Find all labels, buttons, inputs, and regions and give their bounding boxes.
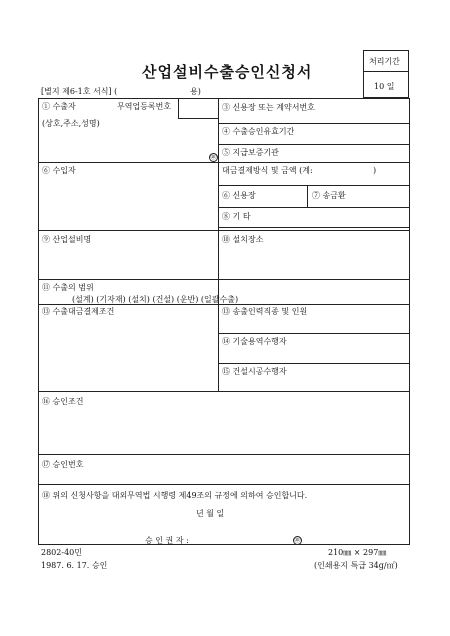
install-location-label: ⑩ 설치장소 <box>222 235 264 244</box>
contract-no-label: ③ 신용장 또는 계약서번호 <box>222 103 315 112</box>
exporter-label: ① 수출자 <box>42 102 76 111</box>
payment-guarantee-label: ⑤ 지급보증기관 <box>222 148 279 157</box>
divider <box>218 363 410 364</box>
form-reference: [별지 제6-1호 서식] ( <box>41 87 118 96</box>
paper-spec: (인쇄용지 특급 34g/㎡) <box>314 561 398 570</box>
divider <box>218 123 410 124</box>
paper-size: 210㎜ × 297㎜ <box>328 548 387 557</box>
form-title: 산업설비수출승인신청서 <box>142 63 313 81</box>
approval-conditions-label: ⑯ 승인조건 <box>42 397 84 406</box>
form-reference-end: 용) <box>190 87 201 96</box>
divider <box>363 71 409 72</box>
divider <box>38 162 410 163</box>
trade-reg-no-label: 무역업등록번호 <box>117 102 172 111</box>
tech-service-label: ⑭ 기술용역수행자 <box>222 337 287 346</box>
divider <box>38 391 410 392</box>
dispatched-staff-label: ⑬ 송출인력직종 및 인원 <box>222 307 308 316</box>
processing-period-value: 10 일 <box>374 82 395 91</box>
divider <box>38 304 410 305</box>
plant-name-label: ⑨ 산업설비명 <box>42 235 92 244</box>
payment-method-end: ) <box>373 166 377 175</box>
remittance-label: ⑦ 송금환 <box>312 191 346 200</box>
declaration-text: ⑱ 위의 신청사항을 대외무역법 시행령 제49조의 규정에 의하여 승인합니다. <box>42 491 308 500</box>
construction-label: ⑮ 건설시공수행자 <box>222 367 287 376</box>
approver-label: 승 인 권 자 : <box>145 536 189 545</box>
divider <box>307 185 308 207</box>
export-scope-label: ⑪ 수출의 범위 <box>42 283 94 292</box>
form-code: 2802-40민 <box>41 548 82 557</box>
credit-label: ⑥ 신용장 <box>222 191 256 200</box>
divider <box>38 484 410 485</box>
divider <box>218 144 410 145</box>
date-line: 년 월 일 <box>196 509 225 518</box>
exporter-seal: ㊞ <box>210 154 217 161</box>
divider <box>38 279 410 280</box>
divider <box>178 98 179 118</box>
approval-date: 1987. 6. 17. 승인 <box>41 561 108 570</box>
approver-seal: ㊞ <box>294 537 301 544</box>
approval-period-label: ④ 수출승인유효기간 <box>222 127 295 136</box>
payment-method-label: 대금결제방식 및 금액 (계: <box>222 166 313 175</box>
divider <box>38 454 410 455</box>
processing-period-label: 처리기간 <box>369 57 400 66</box>
divider <box>218 333 410 334</box>
approval-number-label: ⑰ 승인번호 <box>42 460 84 469</box>
divider <box>38 230 410 231</box>
divider <box>178 118 218 119</box>
payment-terms-label: ⑬ 수출대금결제조건 <box>42 307 115 316</box>
importer-label: ⑥ 수입자 <box>42 166 76 175</box>
divider <box>218 207 410 208</box>
others-label: ⑧ 기 타 <box>222 212 251 221</box>
exporter-sub-label: (상호,주소,성명) <box>42 119 100 128</box>
divider <box>218 304 219 391</box>
export-scope-items: (설계) (기자재) (설치) (건설) (운반) (일괄수출) <box>72 295 239 304</box>
